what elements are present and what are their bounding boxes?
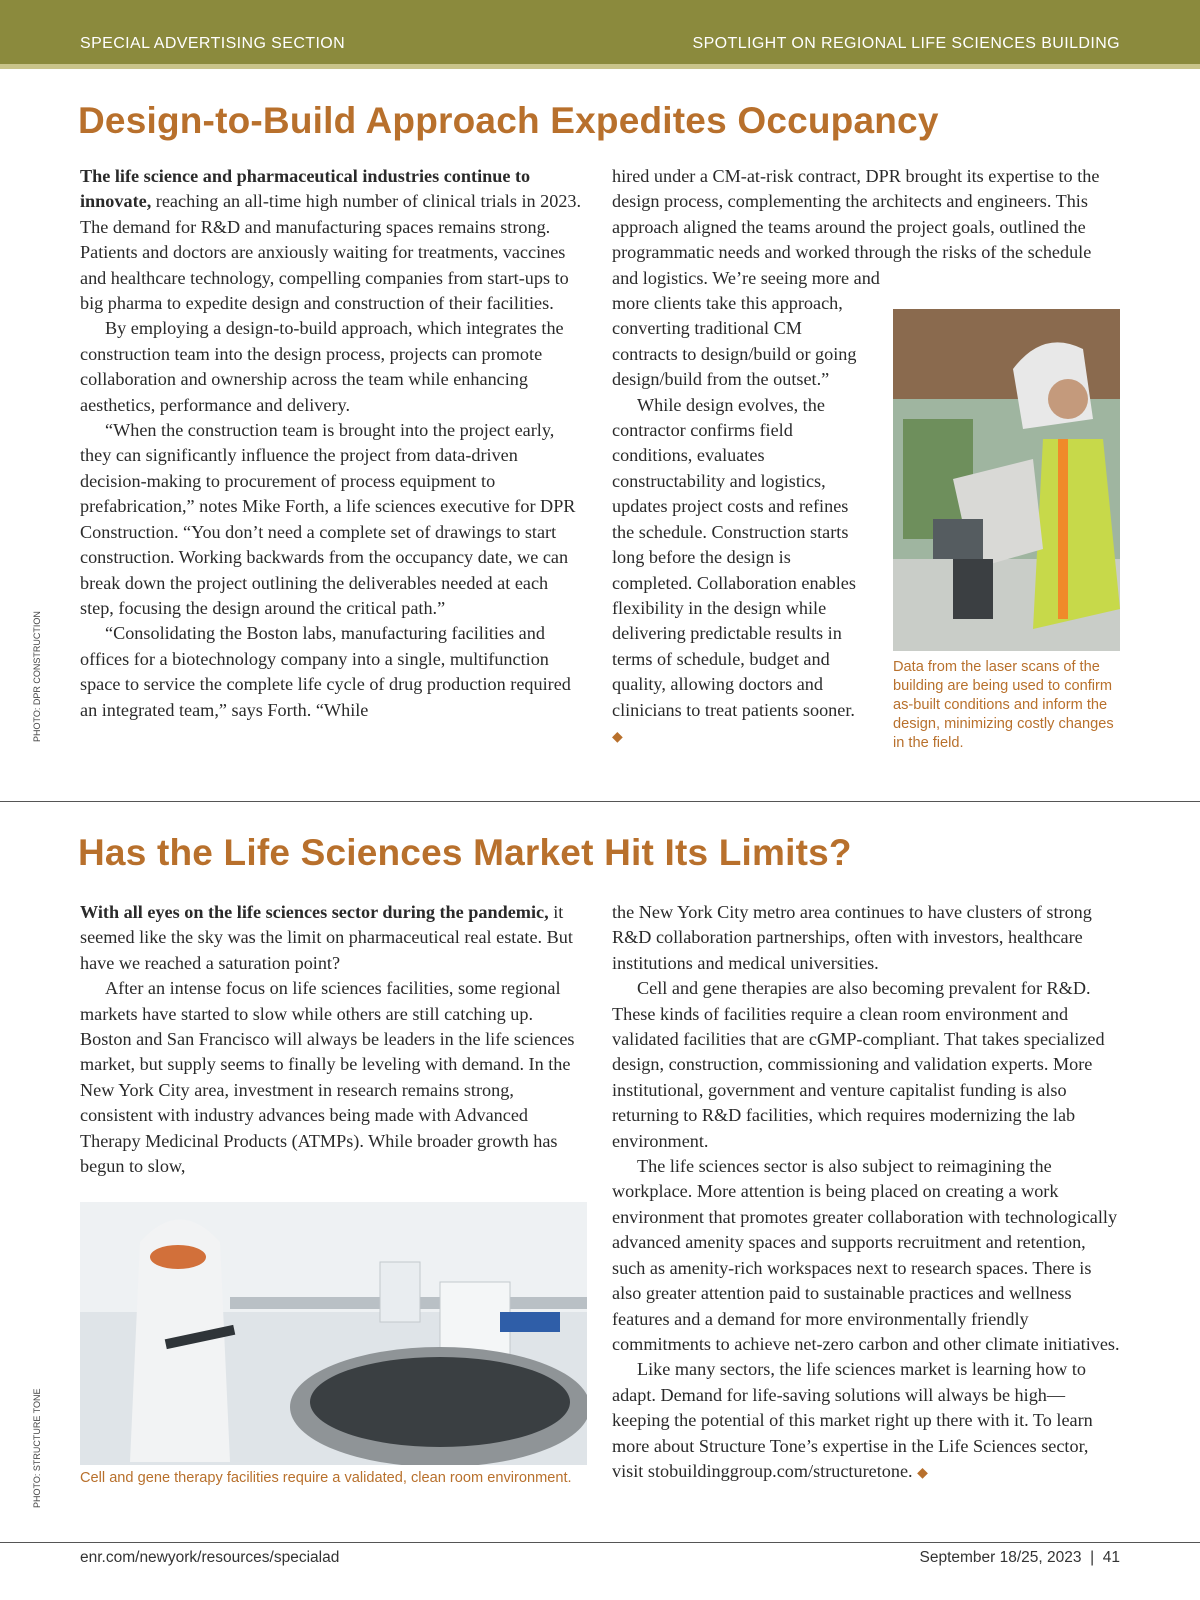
- end-mark-icon: ◆: [612, 729, 623, 745]
- article1-paragraph: [612, 393, 870, 751]
- article1-paragraph: “Consolidating the Boston labs, manufacturing facilities and offices for a biotechnology company into a single, multifunction space to service the complete life cycle of drug production required an integrated team,” says Forth. “While: [80, 623, 571, 720]
- lead-bold: The life science and pharmaceutical industries continue to innovate,: [80, 166, 531, 212]
- article1-paragraph: hired under a CM-at-risk contract, DPR brought its expertise to the design process, complementing the architects and engineers. This approach aligned the teams around the project goals, outlined the programmatic needs and worked through the risks of the schedule and logistics. We’re seeing more and: [612, 166, 1100, 288]
- article2-column-1: [80, 900, 585, 1179]
- lead-text: it seemed like the sky was the limit on pharmaceutical real estate. But have we reached a saturation point?: [80, 902, 573, 973]
- article2-column-2: [612, 900, 1122, 1486]
- article2-paragraph: Cell and gene therapies are also becoming prevalent for R&D. These kinds of facilities require a clean room environment and validated facilities that are cGMP-compliant. That takes specialized design, construction, commissioning and validation experts. More institutional, government and venture capitalist funding is also returning to R&D facilities, which requires modernizing the lab environment.: [612, 978, 1105, 1151]
- photo-caption: Data from the laser scans of the building are being used to confirm as-built conditions and inform the design, minimizing costly changes in the field.: [893, 659, 1114, 751]
- end-mark-icon: ◆: [917, 1465, 928, 1481]
- footer-divider: [0, 1542, 1200, 1543]
- laser-scan-worker-photo: [893, 309, 1120, 651]
- footer-url-link[interactable]: enr.com/newyork/resources/specialad: [80, 1549, 340, 1566]
- article1-paragraph: “When the construction team is brought into the project early, they can significantly influence the project from data-driven decision-making to procurement of process equipment to prefabrication,” notes Mike Forth, a life sciences executive for DPR Construction. “You don’t need a complete set of drawings to start construction. Working backwards from the occupancy date, we can break down the project outlining the deliverables needed at each step, focusing the design around the critical path.”: [80, 420, 576, 618]
- article2-paragraph: The life sciences sector is also subject to reimagining the workplace. More attention is being placed on creating a work environment that promotes greater collaboration with technologically advanced amenity spaces and supports recruitment and retention, such as amenity-rich workspaces next to research spaces. There is also greater attention paid to sustainable practices and wellness features and a demand for more environmentally friendly commitments to achieve net-zero carbon and other climate initiatives.: [612, 1156, 1120, 1354]
- article2-paragraph: After an intense focus on life sciences facilities, some regional markets have started to slow while others are still catching up. Boston and San Francisco will always be leaders in the life sciences market, but supply seems to finally be leveling with demand. In the New York City area, investment in research remains strong, consistent with industry advances being made with Advanced Therapy Medicinal Products (ATMPs). While broader growth has begun to slow,: [80, 978, 575, 1177]
- article2-lead-paragraph: [80, 900, 585, 976]
- photo-credit: PHOTO: DPR CONSTRUCTION: [32, 611, 42, 742]
- laser-scan-illustration: [893, 309, 1120, 651]
- article1-column-1: [80, 164, 585, 723]
- article2-closing-text: Like many sectors, the life sciences market is learning how to adapt. Demand for life-saving solutions will always be high—keeping the potential of this market right up there with it. To learn more about Structure Tone’s expertise in the Life Sciences sector, visit stobuildinggroup.com/structuretone.: [612, 1359, 1093, 1481]
- article-divider: [0, 801, 1200, 802]
- article2-paragraph: the New York City metro area continues to have clusters of strong R&D collaboration partnerships, often with investors, healthcare institutions and medical universities.: [612, 902, 1092, 973]
- article2-paragraph: [612, 1357, 1122, 1486]
- lead-text: reaching an all-time high number of clinical trials in 2023. The demand for R&D and manufacturing spaces remains strong. Patients and doctors are anxiously waiting for treatments, vaccines and healthcare technology, compelling companies from start-ups to big pharma to expedite design and construction of their facilities.: [80, 191, 582, 314]
- article1-paragraph: more clients take this approach, converting traditional CM contracts to design/build or going design/build from the outset.”: [612, 293, 857, 390]
- section-label: SPECIAL ADVERTISING SECTION: [80, 35, 346, 52]
- photo-caption: Cell and gene therapy facilities require a validated, clean room environment.: [80, 1470, 572, 1486]
- article1-closing-text: While design evolves, the contractor confirms field conditions, evaluates constructability and logistics, updates project costs and refines the schedule. Construction starts long before the design is completed. Collaboration enables flexibility in the design while delivering predictable results in terms of schedule, budget and quality, allowing doctors and clinicians to treat patients sooner.: [612, 394, 856, 720]
- article1-lead-paragraph: [80, 164, 585, 316]
- spotlight-label: SPOTLIGHT ON REGIONAL LIFE SCIENCES BUILDING: [692, 35, 1120, 52]
- photo-credit: PHOTO: STRUCTURE TONE: [32, 1388, 42, 1508]
- header-bar: [0, 0, 1200, 64]
- footer-date-page: September 18/25, 2023 | 41: [919, 1549, 1120, 1566]
- narrow-text-block: [612, 291, 870, 750]
- article-title-life-sciences-market: Has the Life Sciences Market Hit Its Limits?: [78, 832, 852, 873]
- lead-bold: With all eyes on the life sciences sector during the pandemic,: [80, 902, 549, 922]
- article1-paragraph: By employing a design-to-build approach, which integrates the construction team into the design process, projects can promote collaboration and ownership across the team while enhancing aesthetics, performance and delivery.: [80, 318, 564, 415]
- article-title-design-to-build: Design-to-Build Approach Expedites Occupancy: [78, 100, 939, 141]
- clean-room-photo: [80, 1202, 587, 1465]
- clean-room-illustration: [80, 1202, 587, 1465]
- header-underline: [0, 64, 1200, 69]
